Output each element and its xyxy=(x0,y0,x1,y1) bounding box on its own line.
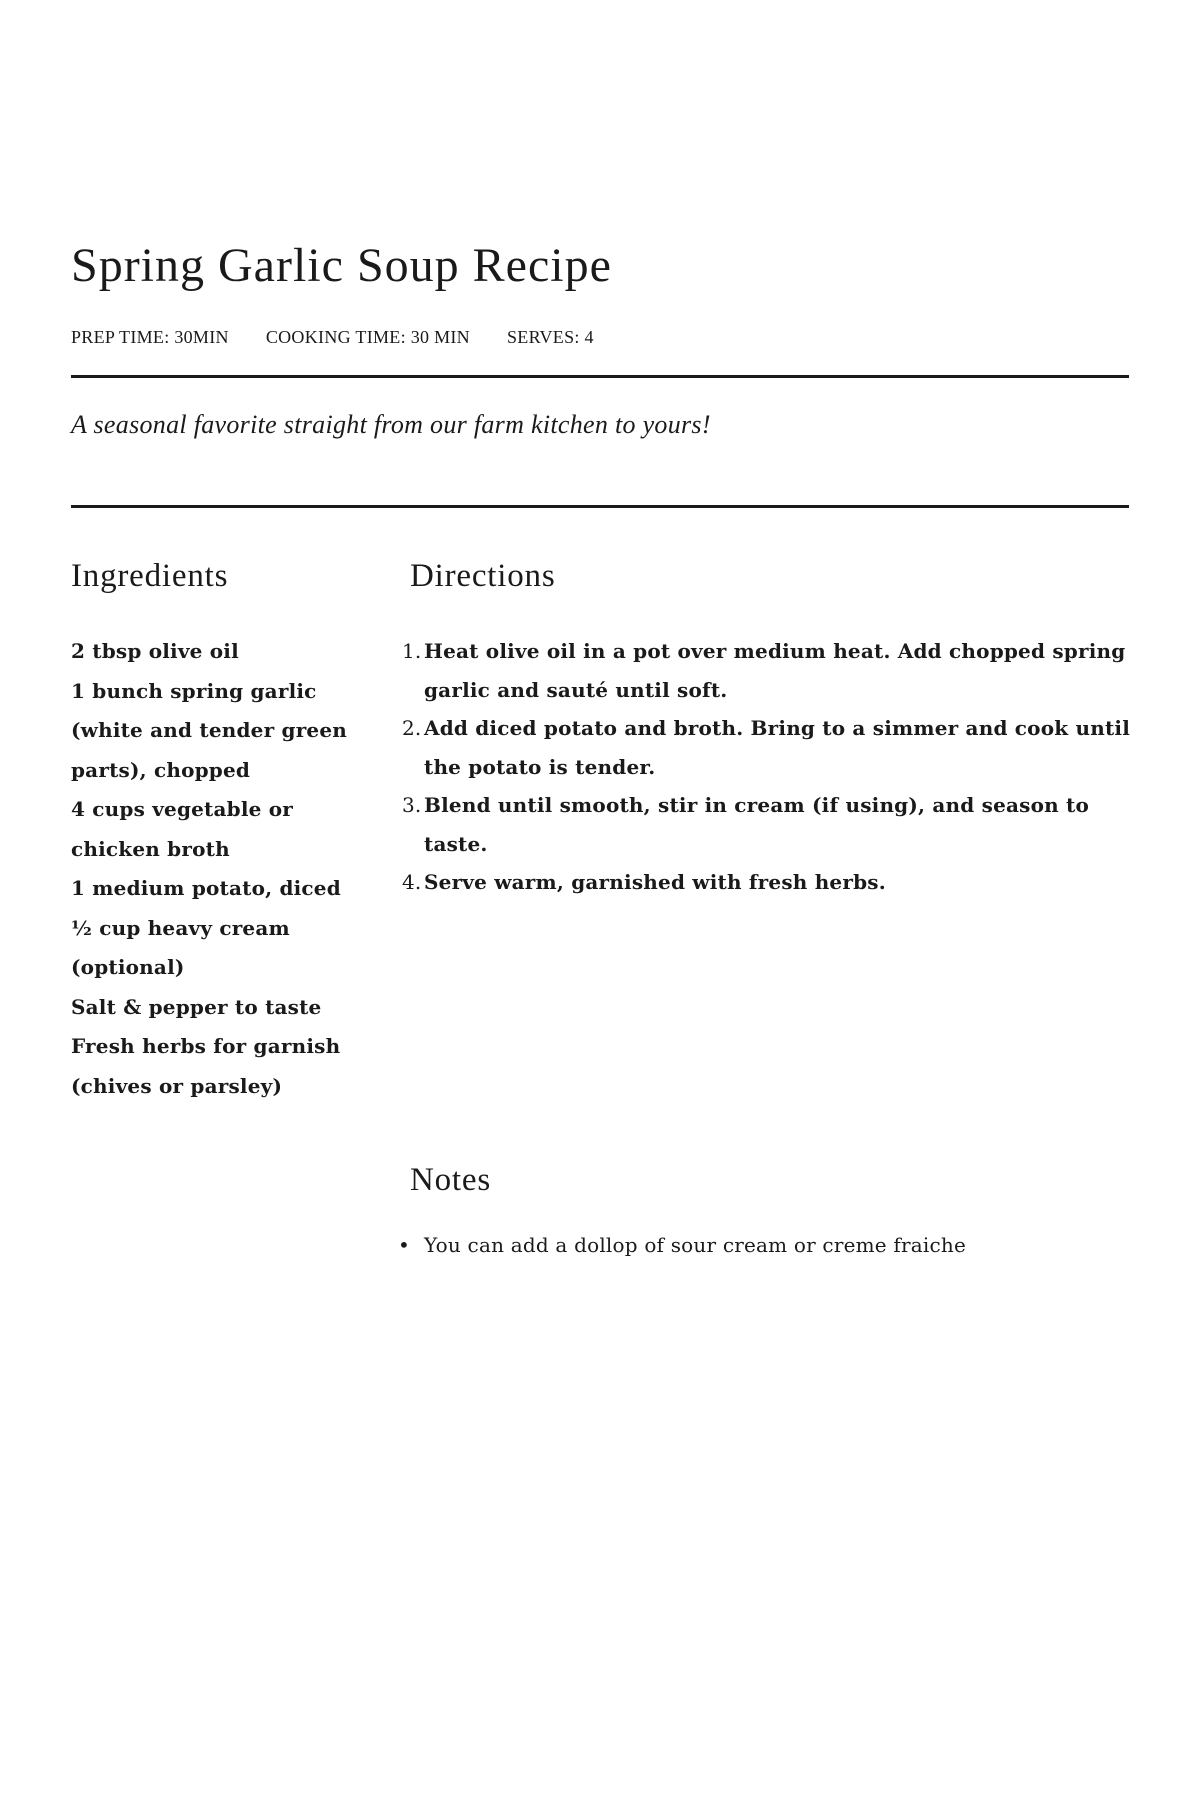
step-number: 4. xyxy=(402,870,422,894)
divider-bottom xyxy=(71,505,1129,508)
step-number: 3. xyxy=(402,793,422,817)
directions-heading: Directions xyxy=(410,558,556,594)
note-text: You can add a dollop of sour cream or creme fraiche xyxy=(424,1233,966,1257)
direction-step xyxy=(402,709,1130,786)
ingredient-item: Salt & pepper to taste xyxy=(71,994,322,1019)
ingredient-item: 4 cups vegetable or chicken broth xyxy=(71,797,294,861)
direction-step xyxy=(402,786,1130,863)
serves: SERVES: 4 xyxy=(507,327,594,347)
direction-step xyxy=(402,863,1130,902)
step-text: Blend until smooth, stir in cream (if using), and season to taste. xyxy=(424,793,1090,856)
step-text: Heat olive oil in a pot over medium heat. Add chopped spring garlic and sauté until soft. xyxy=(424,639,1126,702)
note-item xyxy=(398,1226,1130,1264)
step-text: Serve warm, garnished with fresh herbs. xyxy=(424,870,886,894)
prep-time: PREP TIME: 30MIN xyxy=(71,327,229,347)
directions-list xyxy=(402,632,1130,902)
ingredient-item: 1 bunch spring garlic (white and tender green parts), chopped xyxy=(71,678,348,782)
ingredients-heading: Ingredients xyxy=(71,558,229,594)
ingredient-item: 1 medium potato, diced xyxy=(71,876,341,900)
bullet-icon: • xyxy=(398,1233,410,1257)
tagline: A seasonal favorite straight from our farm kitchen to yours! xyxy=(71,410,711,439)
step-number: 1. xyxy=(402,639,422,663)
ingredients-list xyxy=(71,632,381,1106)
cooking-time: COOKING TIME: 30 MIN xyxy=(265,327,470,347)
step-number: 2. xyxy=(402,716,422,740)
direction-step xyxy=(402,632,1130,709)
step-text: Add diced potato and broth. Bring to a simmer and cook until the potato is tender. xyxy=(424,716,1130,779)
divider-top xyxy=(71,375,1129,378)
page-title: Spring Garlic Soup Recipe xyxy=(71,239,612,292)
notes-list xyxy=(398,1226,1130,1264)
notes-heading: Notes xyxy=(410,1162,491,1198)
recipe-meta xyxy=(71,327,594,348)
ingredient-item: 2 tbsp olive oil xyxy=(71,639,239,663)
ingredient-item: ½ cup heavy cream (optional) xyxy=(71,915,290,979)
ingredient-item: Fresh herbs for garnish (chives or parsley) xyxy=(71,1034,341,1098)
